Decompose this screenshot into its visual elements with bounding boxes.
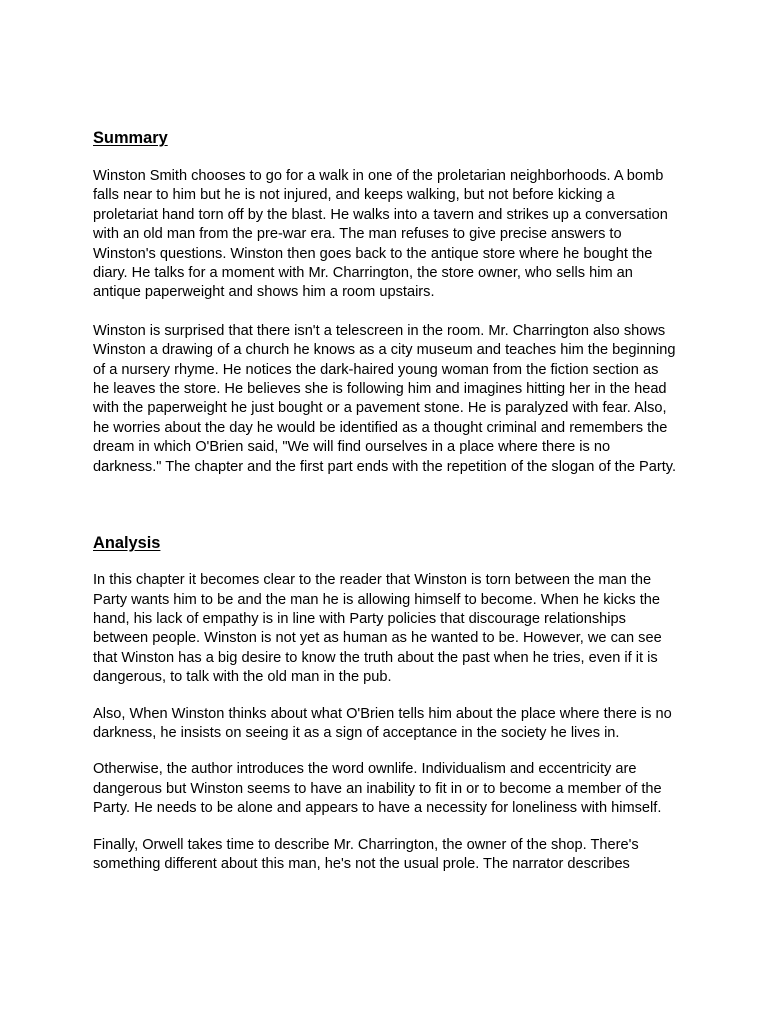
document-page	[93, 127, 677, 891]
analysis-paragraph-3: Otherwise, the author introduces the word ownlife. Individualism and eccentricity are dangerous but Winston seems to have an inability to fit in or to become a member of the Party. He needs to be alone and appears to have a necessity for loneliness with himself.	[93, 761, 662, 817]
summary-paragraph-1: Winston Smith chooses to go for a walk in one of the proletarian neighborhoods. A bomb falls near to him but he is not injured, and keeps walking, but not before kicking a proletariat hand torn off by the blast. He walks into a tavern and strikes up a conversation with an old man from the pre-war era. The man refuses to give precise answers to Winston's questions. Winston then goes back to the antique store where he bought the diary. He talks for a moment with Mr. Charrington, the store owner, who sells him an antique paperweight and shows him a room upstairs.	[93, 168, 668, 301]
analysis-paragraph-1: In this chapter it becomes clear to the reader that Winston is torn between the man the Party wants him to be and the man he is allowing himself to become. When he kicks the hand, his lack of empathy is in line with Party policies that discourage relationships between people. Winston is not yet as human as he wanted to be. However, we can see that Winston has a big desire to know the truth about the past when he tries, even if it is dangerous, to talk with the old man in the pub.	[93, 572, 662, 686]
summary-paragraph-2: Winston is surprised that there isn't a telescreen in the room. Mr. Charrington also shows Winston a drawing of a church he knows as a city museum and teaches him the beginning of a nursery rhyme. He notices the dark-haired young woman from the fiction section as he leaves the store. He believes she is following him and imagines hitting her in the head with the paperweight he just bought or a pavement stone. He is paralyzed with fear. Also, he worries about the day he would be identified as a thought criminal and remembers the dream in which O'Brien said, "We will find ourselves in a place where there is no darkness." The chapter and the first part ends with the repetition of the slogan of the Party.	[93, 322, 677, 475]
summary-heading: Summary	[93, 129, 168, 147]
analysis-paragraph-2: Also, When Winston thinks about what O'Brien tells him about the place where there is no darkness, he insists on seeing it as a sign of acceptance in the society he lives in.	[93, 705, 672, 741]
analysis-paragraph-4: Finally, Orwell takes time to describe Mr. Charrington, the owner of the shop. There's something different about this man, he's not the usual prole. The narrator describes	[93, 836, 639, 872]
analysis-heading: Analysis	[93, 534, 161, 553]
